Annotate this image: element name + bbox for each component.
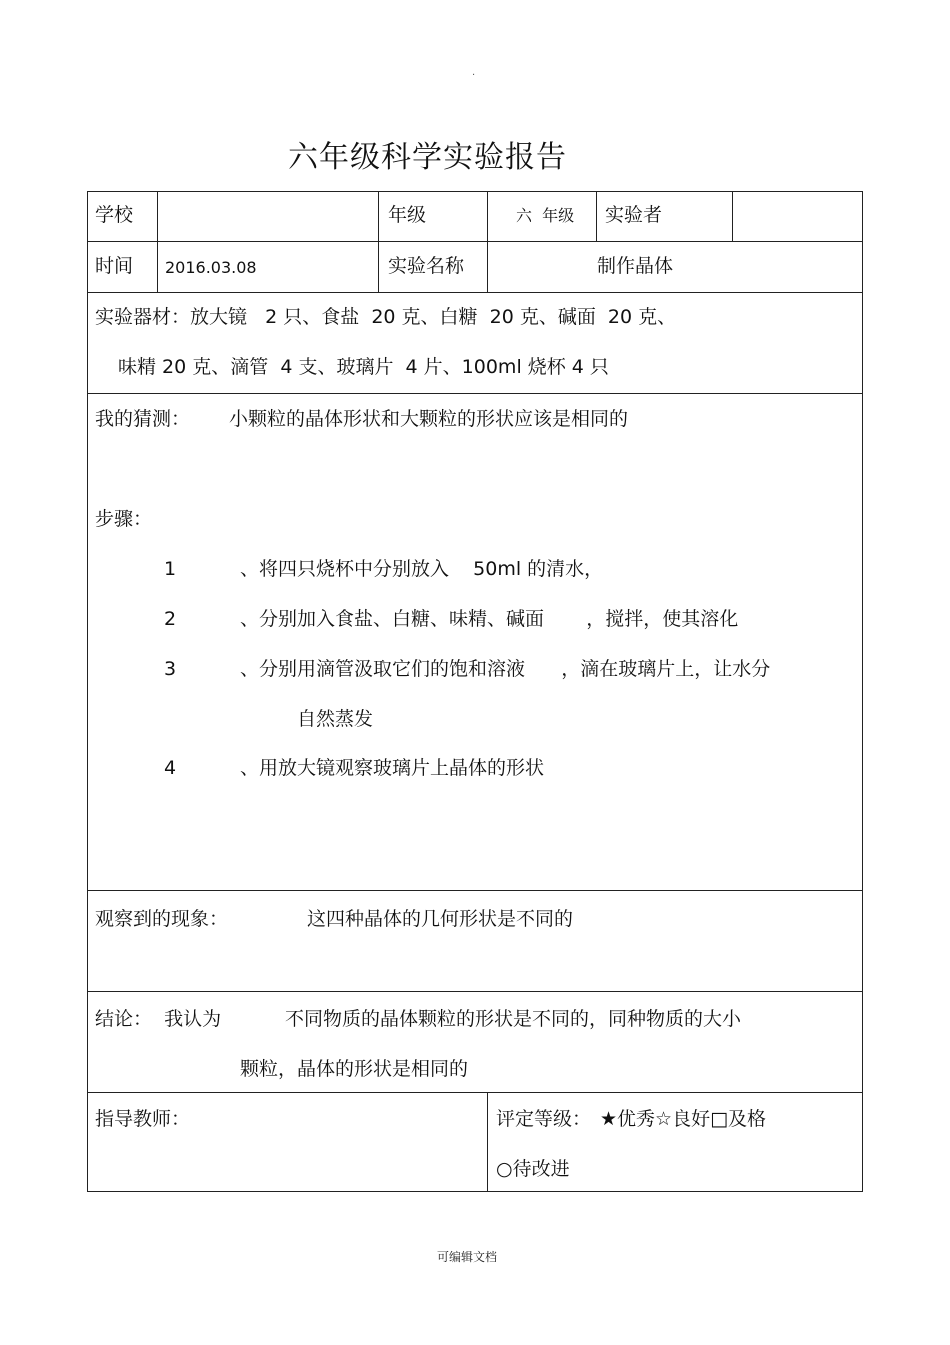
step-3-continuation: 自然蒸发 [297, 708, 374, 730]
school-label: 学校 [95, 204, 134, 226]
step-text: 、将四只烧杯中分别放入 50ml 的清水， [240, 558, 604, 580]
grade-value: 六 年级 [516, 206, 575, 225]
table-border-left [87, 191, 88, 1192]
step-number: 3 [164, 658, 177, 680]
table-col-divider [378, 191, 379, 292]
table-border-top [87, 191, 863, 192]
guess-label: 我的猜测： [95, 408, 191, 430]
observation-text: 这四种晶体的几何形状是不同的 [307, 908, 574, 930]
rating-label: 评定等级： [496, 1108, 592, 1130]
page-title: 六年级科学实验报告 [288, 140, 567, 175]
table-col-divider [596, 191, 597, 241]
experimenter-label: 实验者 [605, 204, 663, 226]
step-number: 2 [164, 608, 177, 630]
table-col-divider [487, 1092, 488, 1191]
table-row-divider [87, 241, 863, 242]
materials-line-1: 实验器材：放大镜 2 只、食盐 20 克、白糖 20 克、碱面 20 克、 [95, 306, 677, 328]
step-text: 、用放大镜观察玻璃片上晶体的形状 [240, 757, 545, 779]
table-col-divider [732, 191, 733, 241]
header-mark: · [472, 70, 476, 81]
time-value: 2016.03.08 [165, 258, 257, 277]
observation-label: 观察到的现象： [95, 908, 229, 930]
step-number: 4 [164, 757, 177, 779]
conclusion-line-2: 颗粒，晶体的形状是相同的 [240, 1058, 469, 1080]
table-row-divider [87, 991, 863, 992]
table-row-divider [87, 292, 863, 293]
teacher-label: 指导教师： [95, 1108, 191, 1130]
table-row-divider [87, 890, 863, 891]
conclusion-label: 结论： 我认为 [95, 1008, 222, 1030]
table-border-right [862, 191, 863, 1192]
table-row-divider [87, 1092, 863, 1093]
rating-options-line-2: ○待改进 [496, 1158, 570, 1180]
experiment-name-value: 制作晶体 [597, 255, 674, 277]
grade-label: 年级 [388, 204, 427, 226]
step-number: 1 [164, 558, 177, 580]
table-col-divider [487, 191, 488, 292]
steps-label: 步骤： [95, 508, 153, 530]
step-text: 、分别用滴管汲取它们的饱和溶液 ，滴在玻璃片上，让水分 [240, 658, 771, 680]
guess-text: 小颗粒的晶体形状和大颗粒的形状应该是相同的 [229, 408, 629, 430]
conclusion-line-1: 不同物质的晶体颗粒的形状是不同的，同种物质的大小 [285, 1008, 742, 1030]
table-row-divider [87, 393, 863, 394]
rating-options-line-1: ★优秀☆良好□及格 [600, 1108, 767, 1130]
footer-note: 可编辑文档 [437, 1250, 498, 1264]
experiment-name-label: 实验名称 [388, 255, 465, 277]
materials-line-2: 味精 20 克、滴管 4 支、玻璃片 4 片、100ml 烧杯 4 只 [118, 356, 609, 378]
table-border-bottom [87, 1191, 863, 1192]
time-label: 时间 [95, 255, 134, 277]
step-text: 、分别加入食盐、白糖、味精、碱面 ，搅拌，使其溶化 [240, 608, 739, 630]
table-col-divider [157, 191, 158, 292]
